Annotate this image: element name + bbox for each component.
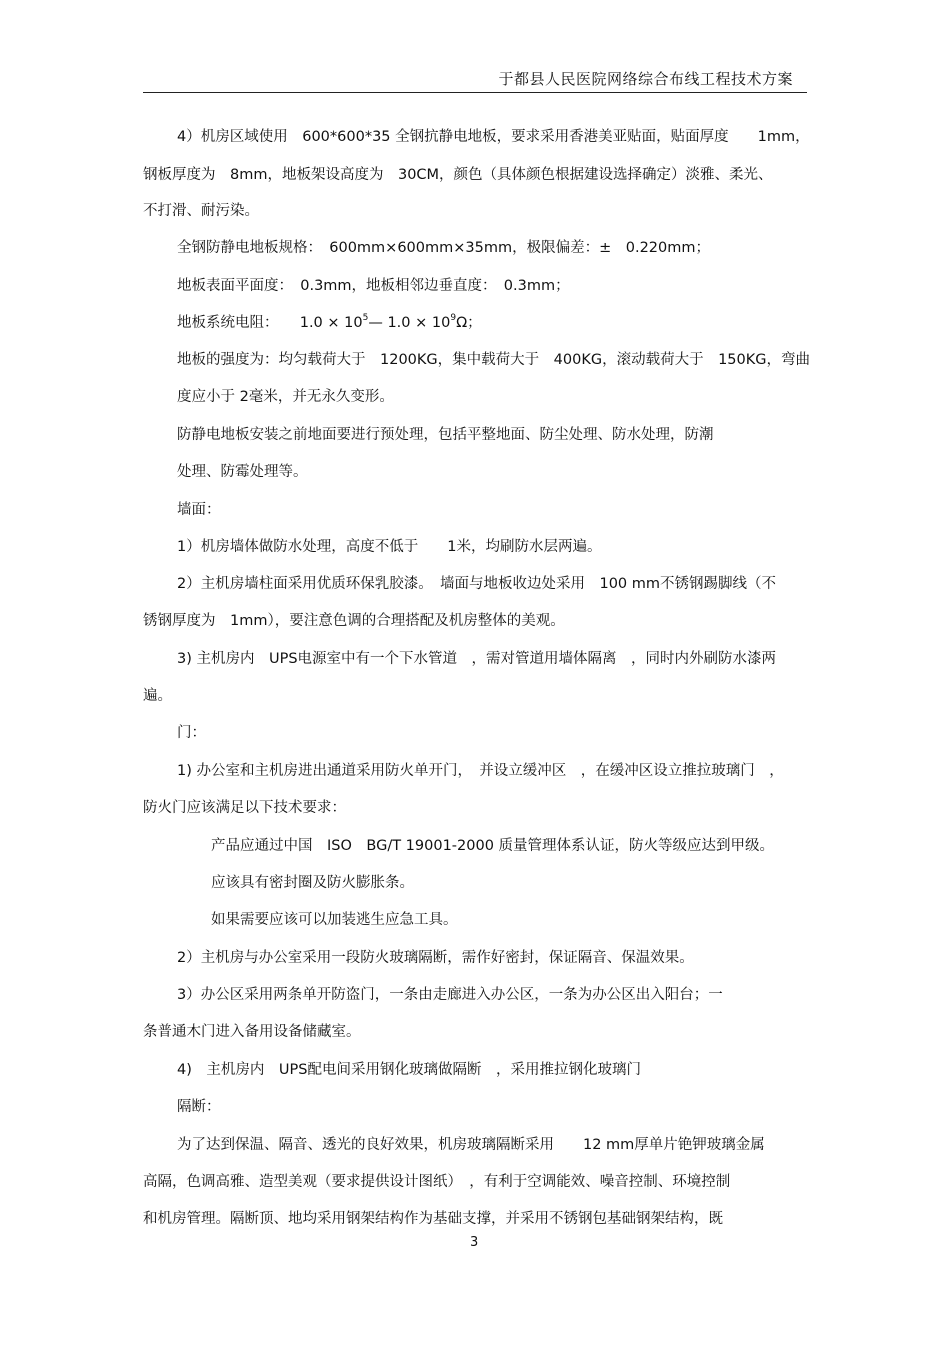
page-header xyxy=(143,66,807,93)
resistance-unit: Ω； xyxy=(456,315,482,331)
paragraph-line: 3) 主机房内 UPS电源室中有一个下水管道 ，需对管道用墙体隔离 ，同时内外刷防水漆两 xyxy=(177,651,777,667)
resistance-exp-b: 9 xyxy=(450,313,457,323)
paragraph-line: 1) 办公室和主机房进出通道采用防火单开门， 并设立缓冲区 ，在缓冲区设立推拉玻璃门 ， xyxy=(177,763,784,779)
section-heading: 隔断： xyxy=(177,1099,221,1115)
resistance-label: 地板系统电阻： xyxy=(177,315,279,331)
paragraph-line: 防静电地板安装之前地面要进行预处理，包括平整地面、防尘处理、防水处理，防潮 xyxy=(177,427,714,443)
requirement-item: 产品应通过中国 ISO BG/T 19001-2000 质量管理体系认证，防火等级应达到甲级。 xyxy=(211,838,775,854)
paragraph-line: 锈钢厚度为 1mm），要注意色调的合理搭配及机房整体的美观。 xyxy=(143,613,565,629)
paragraph-line: 2）主机房墙柱面采用优质环保乳胶漆。 墙面与地板收边处采用 100 mm不锈钢踢脚线（不 xyxy=(177,576,777,592)
resistance-value-a: 1.0 × 10 xyxy=(299,315,363,331)
paragraph-line: 不打滑、耐污染。 xyxy=(143,203,259,219)
paragraph-line: 钢板厚度为 8mm，地板架设高度为 30CM，颜色（具体颜色根据建设选择确定）淡雅、柔光、 xyxy=(143,167,773,183)
paragraph-line: 遍。 xyxy=(143,688,172,704)
resistance-exp-a: 5 xyxy=(362,313,369,323)
paragraph-line: 条普通木门进入备用设备储藏室。 xyxy=(143,1024,361,1040)
paragraph-line: 3）办公区采用两条单开防盗门，一条由走廊进入办公区，一条为办公区出入阳台；一 xyxy=(177,987,723,1003)
paragraph-line: 4) 主机房内 UPS配电间采用钢化玻璃做隔断 ，采用推拉钢化玻璃门 xyxy=(177,1062,641,1078)
paragraph-line: 处理、防霉处理等。 xyxy=(177,464,308,480)
header-title: 于都县人民医院网络综合布线工程技术方案 xyxy=(498,70,793,88)
section-heading: 墙面： xyxy=(177,502,221,518)
paragraph-line: 防火门应该满足以下技术要求： xyxy=(143,800,346,816)
paragraph-line: 全钢防静电地板规格： 600mm×600mm×35mm，极限偏差：± 0.220mm； xyxy=(177,240,711,256)
paragraph-line: 和机房管理。隔断顶、地均采用钢架结构作为基础支撑，并采用不锈钢包基础钢架结构，既 xyxy=(143,1211,723,1227)
paragraph-line: 地板的强度为：均匀载荷大于 1200KG，集中载荷大于 400KG，滚动载荷大于 150KG，弯曲 xyxy=(177,352,810,368)
requirement-item: 如果需要应该可以加装逃生应急工具。 xyxy=(211,912,458,928)
resistance-line xyxy=(177,313,482,333)
paragraph-line: 为了达到保温、隔音、透光的良好效果，机房玻璃隔断采用 12 mm厚单片铯钾玻璃金属 xyxy=(177,1137,765,1153)
paragraph-line: 4）机房区域使用 600*600*35 全钢抗静电地板，要求采用香港美亚贴面，贴面厚度 1mm， xyxy=(177,129,810,145)
page-number: 3 xyxy=(470,1235,479,1250)
paragraph-line: 2）主机房与办公室采用一段防火玻璃隔断，需作好密封，保证隔音、保温效果。 xyxy=(177,950,694,966)
paragraph-line: 地板表面平面度： 0.3mm，地板相邻边垂直度： 0.3mm； xyxy=(177,278,570,294)
resistance-separator: — 1.0 × 10 xyxy=(368,315,451,331)
section-heading: 门： xyxy=(177,725,206,741)
paragraph-line: 1）机房墙体做防水处理，高度不低于 1米，均刷防水层两遍。 xyxy=(177,539,602,555)
paragraph-line: 高隔，色调高雅、造型美观（要求提供设计图纸） ，有利于空调能效、噪音控制、环境控制 xyxy=(143,1174,731,1190)
paragraph-line: 度应小于 2毫米，并无永久变形。 xyxy=(177,389,394,405)
requirement-item: 应该具有密封圈及防火膨胀条。 xyxy=(211,875,414,891)
